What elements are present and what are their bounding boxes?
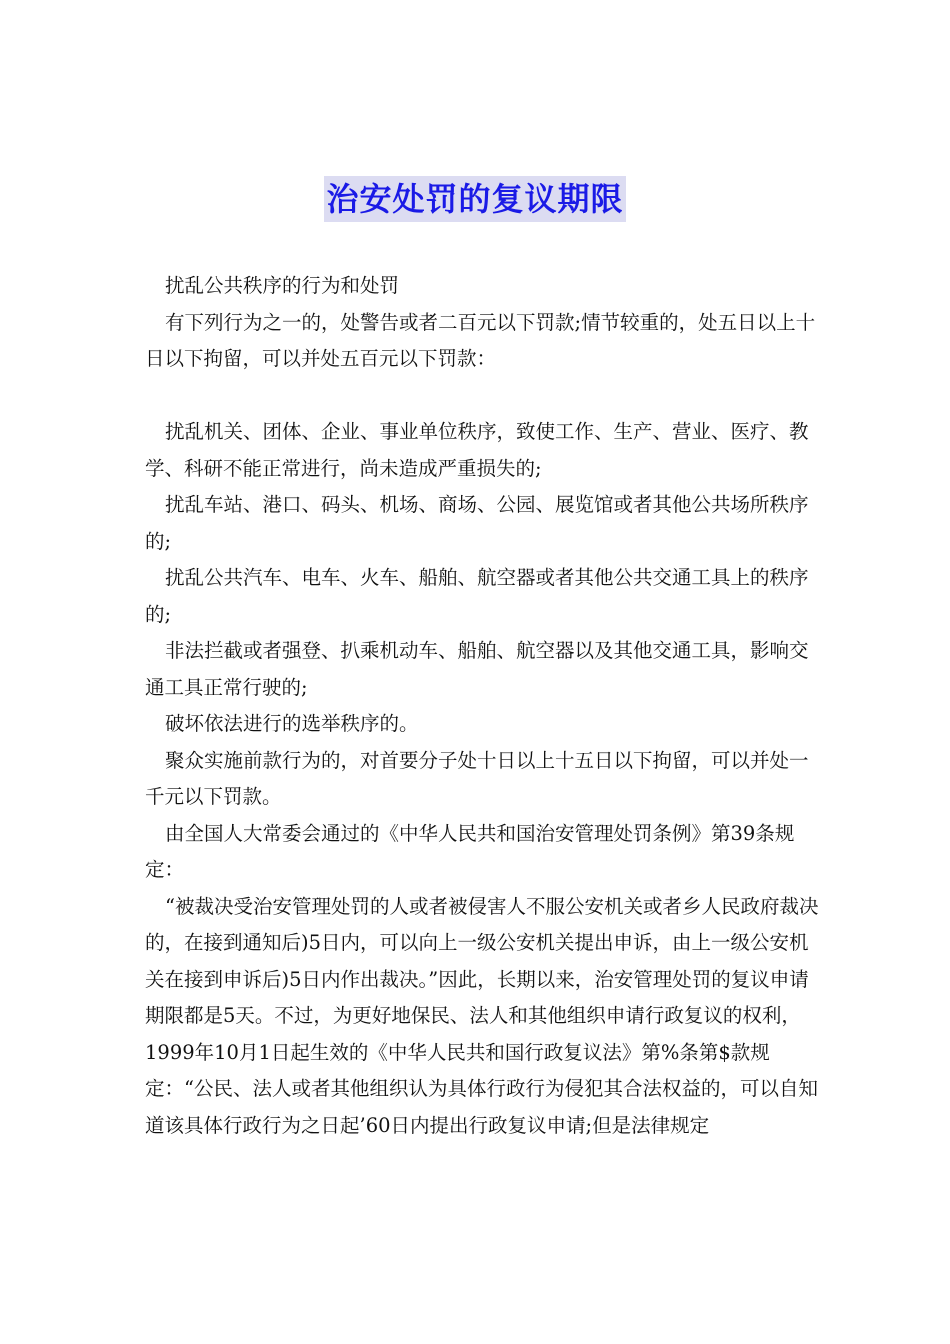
paragraph: 非法拦截或者强登、扒乘机动车、船舶、航空器以及其他交通工具，影响交通工具正常行驶的;	[145, 639, 809, 699]
paragraph: 扰乱公共汽车、电车、火车、船舶、航空器或者其他公共交通工具上的秩序的;	[145, 566, 809, 626]
document-body	[145, 268, 825, 1144]
paragraph-quote: “被裁决受治安管理处罚的人或者被侵害人不服公安机关或者乡人民政府裁决的，在接到通知后)5日内，可以向上一级公安机关提出申诉，由上一级公安机关在接到申诉后)5日内作出裁决。”因此，长期以来，治安管理处罚的复议申请期限都是5天。不过，为更好地保民、法人和其他组织申请行政复议的权利，1999年10月1日起生效的《中华人民共和国行政复议法》第%条第$款规定：“公民、法人或者其他组织认为具体行政行为侵犯其合法权益的，可以自知道该具体行政行为之日起’60日内提出行政复议申请;但是法律规定	[145, 894, 819, 1137]
paragraph: 破坏依法进行的选举秩序的。	[165, 712, 419, 735]
document-title: 治安处罚的复议期限	[324, 176, 625, 222]
paragraph: 扰乱机关、团体、企业、事业单位秩序，致使工作、生产、营业、医疗、教学、科研不能正常进行，尚未造成严重损失的;	[145, 420, 809, 480]
paragraph-heading: 扰乱公共秩序的行为和处罚	[165, 274, 400, 297]
title-container	[0, 176, 950, 222]
paragraph: 扰乱车站、港口、码头、机场、商场、公园、展览馆或者其他公共场所秩序的;	[145, 493, 809, 553]
paragraph: 聚众实施前款行为的，对首要分子处十日以上十五日以下拘留，可以并处一千元以下罚款。	[145, 748, 809, 808]
paragraph: 由全国人大常委会通过的《中华人民共和国治安管理处罚条例》第39条规定：	[145, 821, 795, 881]
paragraph: 有下列行为之一的，处警告或者二百元以下罚款;情节较重的，处五日以上十日以下拘留，可以并处五百元以下罚款：	[145, 310, 816, 370]
blank-line	[145, 378, 825, 415]
